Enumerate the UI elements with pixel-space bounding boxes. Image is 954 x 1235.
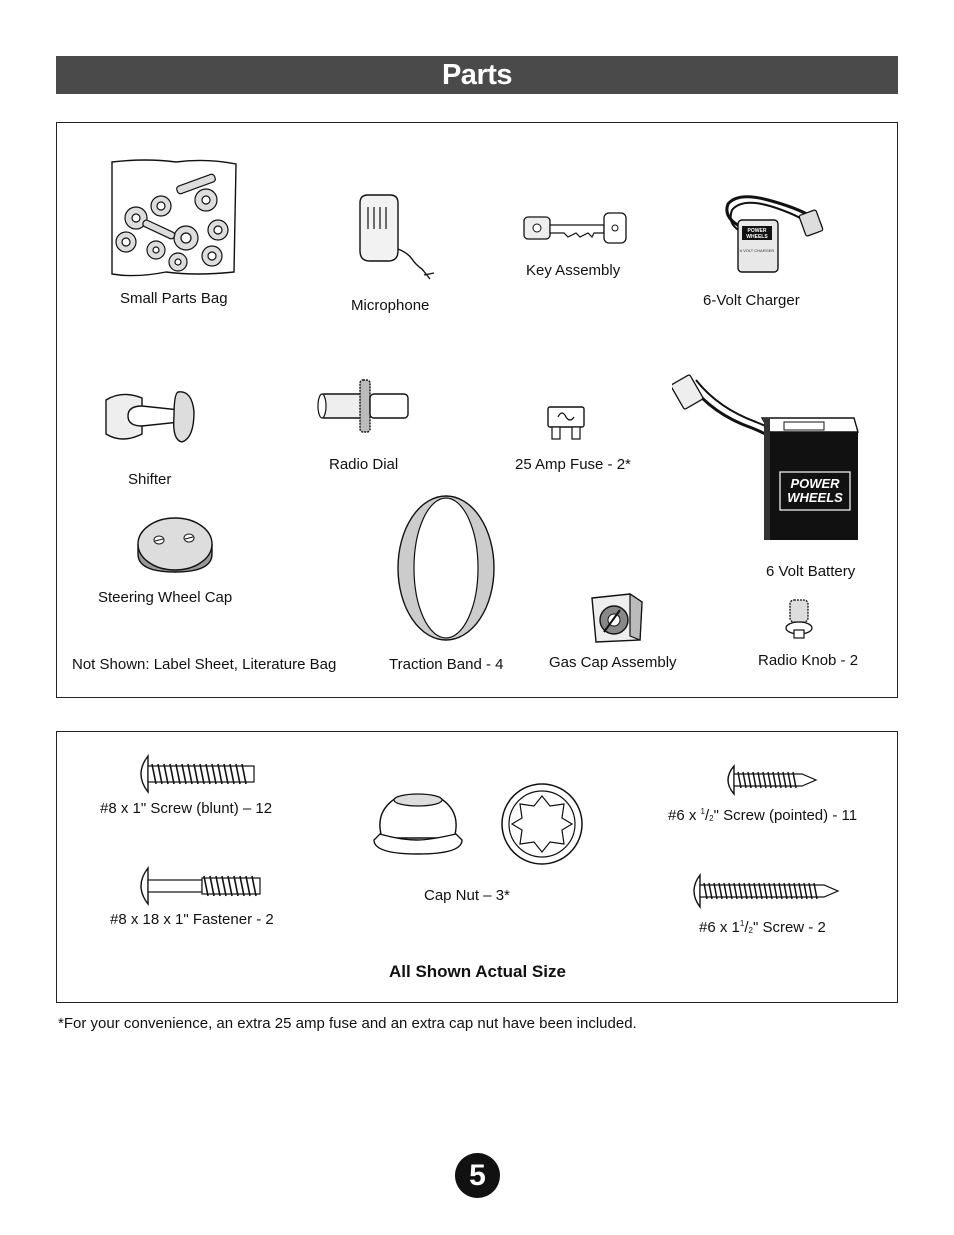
fastener-icon: [130, 866, 264, 906]
battery-icon: [672, 374, 864, 544]
charger-label: 6-Volt Charger: [703, 292, 800, 309]
screw-long-label: #6 x $1^1/_2$" Screw - 2: [699, 919, 826, 936]
screw-pointed-label: #6 x $^1/_2$" Screw (pointed) - 11: [668, 807, 858, 824]
fastener-label: #8 x 18 x 1" Fastener - 2: [110, 911, 274, 928]
cap-nut-side-icon: [370, 788, 466, 858]
cap-nut-label: Cap Nut – 3*: [424, 887, 510, 904]
shifter-icon: [102, 388, 198, 448]
cap-nut-top-icon: [500, 782, 584, 866]
traction-band-label: Traction Band - 4: [389, 656, 504, 673]
shifter-label: Shifter: [128, 471, 172, 488]
screw-pointed-suffix: " Screw (pointed) - 11: [713, 807, 858, 824]
screw-blunt-label: #8 x 1" Screw (blunt) – 12: [100, 800, 273, 817]
page-number: 5: [455, 1153, 500, 1198]
battery-brand-2: WHEELS: [787, 490, 843, 505]
charger-brand-2: WHEELS: [746, 234, 768, 240]
key-assembly-label: Key Assembly: [526, 262, 621, 279]
radio-dial-label: Radio Dial: [329, 456, 399, 473]
battery-brand-1: POWER: [790, 476, 840, 491]
gas-cap-icon: [590, 592, 644, 644]
battery-label: 6 Volt Battery: [766, 563, 856, 580]
gas-cap-label: Gas Cap Assembly: [549, 654, 677, 671]
screw-long-den: 2: [748, 926, 753, 935]
footnote: *For your convenience, an extra 25 amp fuse and an extra cap nut have been included.: [58, 1015, 637, 1032]
page-title: Parts: [56, 56, 898, 94]
screw-long-prefix: #6 x 1: [699, 919, 740, 936]
screw-long-num: 1: [739, 919, 745, 928]
screw-blunt-icon: [130, 754, 258, 794]
fuse-icon: [546, 405, 586, 441]
radio-knob-icon: [784, 598, 814, 640]
charger-text: 6 VOLT CHARGER: [739, 248, 775, 253]
radio-knob-label: Radio Knob - 2: [758, 652, 859, 669]
traction-band-icon: [394, 494, 498, 642]
small-parts-bag-label: Small Parts Bag: [120, 290, 228, 307]
screw-pointed-prefix: #6 x: [668, 807, 701, 824]
screw-pointed-icon: [720, 764, 820, 796]
charger-brand-1: POWER: [747, 228, 767, 234]
radio-dial-icon: [316, 376, 412, 436]
steering-wheel-cap-icon: [134, 514, 216, 576]
screw-long-icon: [686, 873, 842, 909]
screw-pointed-num: 1: [700, 807, 705, 816]
actual-size-note: All Shown Actual Size: [389, 962, 566, 981]
charger-icon: [718, 190, 830, 276]
microphone-icon: [354, 193, 440, 283]
microphone-label: Microphone: [351, 297, 430, 314]
not-shown-note: Not Shown: Label Sheet, Literature Bag: [72, 656, 337, 673]
fuse-label: 25 Amp Fuse - 2*: [515, 456, 631, 473]
small-parts-bag-icon: [106, 158, 242, 280]
key-icon: [520, 205, 630, 250]
steering-wheel-cap-label: Steering Wheel Cap: [98, 589, 233, 606]
screw-pointed-den: 2: [709, 814, 714, 823]
screw-long-suffix: " Screw - 2: [752, 919, 826, 936]
